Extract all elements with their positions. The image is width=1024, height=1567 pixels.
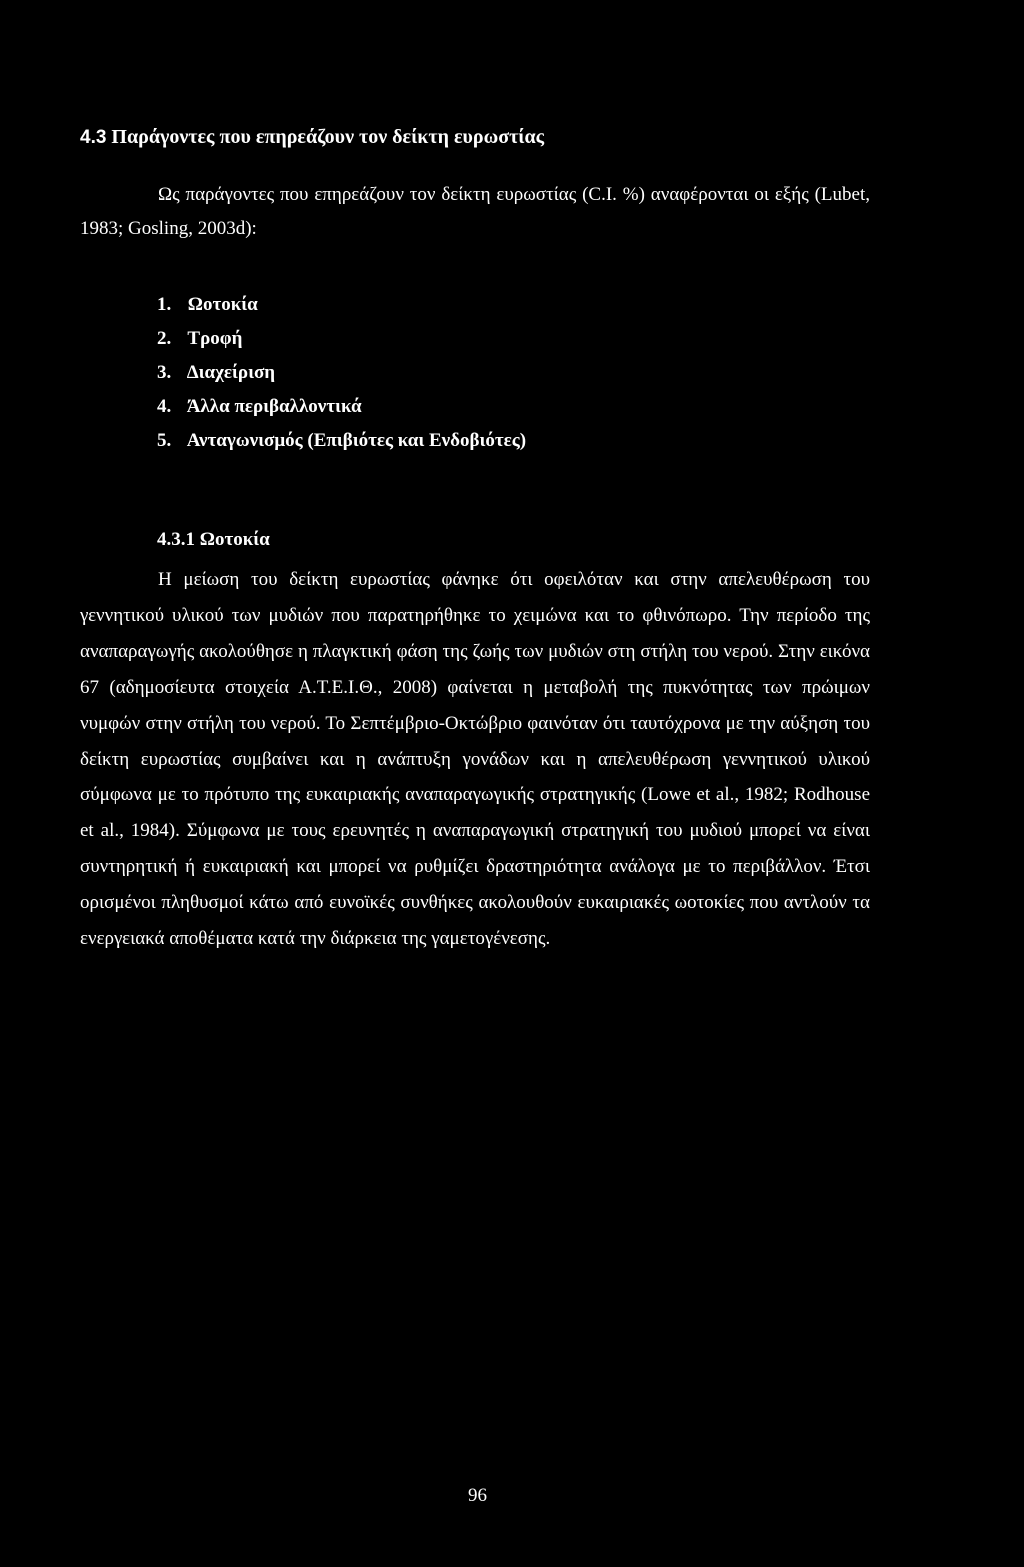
list-item-index: 3. [157,362,172,383]
list-item-index: 4. [157,396,172,417]
list-item-label: Ωοτοκία [187,294,258,315]
list-item-index: 1. [157,294,172,315]
list-item-index: 2. [157,328,172,349]
list-item [157,424,526,458]
list-item [157,288,526,322]
factor-list [157,288,526,458]
section-number: 4.3 [80,127,107,148]
list-item-label: Διαχείριση [186,362,276,383]
list-item [157,390,526,424]
list-item-label: Άλλα περιβαλλοντικά [186,396,362,417]
page-number: 96 [468,1485,487,1506]
subsection-heading: 4.3.1 Ωοτοκία [157,529,270,550]
subsection-paragraph: Η μείωση του δείκτη ευρωστίας φάνηκε ότι οφειλόταν και στην απελευθέρωση του γεννητικού υλικού των μυδιών που παρατηρήθηκε το χειμώνα και το φθινόπωρο. Την περίοδο της αναπαραγωγής ακολούθησε η πλαγκτική φάση της ζωής των μυδιών στη στήλη του νερού. Στην εικόνα 67 (αδημοσίευτα στοιχεία Α.Τ.Ε.Ι.Θ., 2008) φαίνεται η μεταβολή της πυκνότητας των πρώιμων νυμφών στην στήλη του νερού. Το Σεπτέμβριο-Οκτώβριο φαινόταν ότι ταυτόχρονα με την αύξηση του δείκτη ευρωστίας συμβαίνει και η ανάπτυξη γονάδων και η απελευθέρωση γεννητικού υλικού σύμφωνα με το πρότυπο της ευκαιριακής αναπαραγωγικής στρατηγικής (Lowe et al., 1982; Rodhouse et al., 1984). Σύμφωνα με τους ερευνητές η αναπαραγωγική στρατηγική του μυδιού μπορεί να είναι συντηρητική ή ευκαιριακή και μπορεί να ρυθμίζει δραστηριότητα ανάλογα με το περιβάλλον. Έτσι ορισμένοι πληθυσμοί κάτω από ευνοϊκές συνθήκες ακολουθούν ευκαιριακές ωοτοκίες που αντλούν τα ενεργειακά αποθέματα κατά την διάρκεια της γαμετογένεσης. [80,569,870,950]
intro-paragraph: Ως παράγοντες που επηρεάζουν τον δείκτη ευρωστίας (C.I. %) αναφέρονται οι εξής (Lubet, 1983; Gosling, 2003d): [80,184,870,239]
list-item [157,322,526,356]
list-item-index: 5. [157,430,172,451]
list-item-label: Ανταγωνισμός (Επιβιότες και Ενδοβιότες) [186,430,527,451]
list-item [157,356,526,390]
section-heading [80,124,544,151]
section-title: Παράγοντες που επηρεάζουν τον δείκτη ευρωστίας [111,126,545,148]
list-item-label: Τροφή [187,328,243,349]
